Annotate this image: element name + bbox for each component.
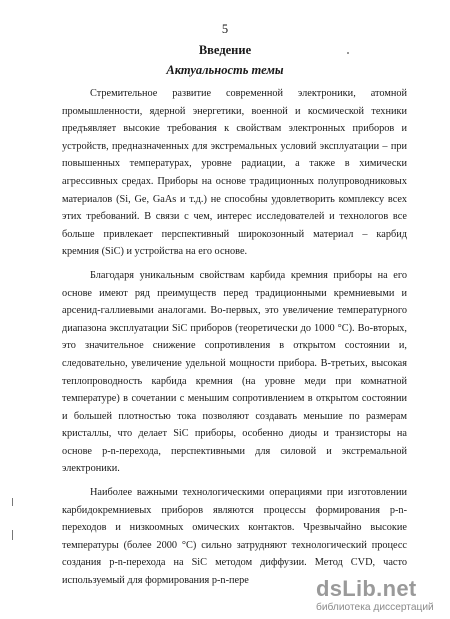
- scan-speck: [347, 52, 349, 54]
- text-line: создания p-n-перехода на SiC методом диффузии. Метод CVD, часто: [62, 557, 407, 569]
- text-line: диапазона эксплуатации SiC приборов (теоретически до 1000 °С). Во-вторых,: [62, 322, 407, 334]
- watermark-subtitle: библиотека диссертаций: [316, 602, 434, 613]
- scan-mark: [12, 498, 13, 506]
- text-line: повышенных температурах, уровне радиации, а также в химически: [62, 158, 407, 170]
- paragraph: [62, 85, 407, 261]
- text-line: предъявляет высокие требования к свойствам электронных приборов и: [62, 123, 407, 135]
- text-line: агрессивных средах. Приборы на основе традиционных полупроводниковых: [62, 175, 407, 187]
- text-line: следовательно, увеличение удельной мощности прибора. В-третьих, высокая: [62, 357, 407, 369]
- paragraph: [62, 267, 407, 478]
- body-text: [62, 85, 407, 596]
- text-line: кремния (SiC) и устройства на его основе.: [62, 246, 248, 258]
- text-line: основе имеют ряд преимуществ перед традиционными кремниевыми и: [62, 287, 407, 299]
- scan-mark: [12, 530, 13, 540]
- watermark: [308, 574, 450, 619]
- text-line: электроники.: [62, 463, 120, 475]
- text-line: Благодаря уникальным свойствам карбида кремния приборы на его: [90, 269, 407, 281]
- text-line: основе p-n-перехода, перспективными для силовой и экстремальной: [62, 445, 407, 457]
- text-line: Стремительное развитие современной электроники, атомной: [90, 88, 407, 99]
- text-line: этих требований. В связи с чем, интерес исследователей и технологов все: [62, 211, 407, 223]
- page-number: 5: [221, 22, 229, 36]
- text-line: и большей плотностью тока позволяют создавать меньшие по размерам: [62, 410, 407, 422]
- section-subheading: Актуальность темы: [166, 63, 284, 77]
- text-line: материалов (Si, Ge, GaAs и т.д.) не способны удовлетворить комплексу всех: [62, 193, 407, 205]
- text-line: используемый для формирования p-n-пере: [62, 575, 249, 587]
- text-line: температуры (более 2000 °С) сильно затрудняют технологический процесс: [62, 539, 407, 551]
- text-line: температуре) в сочетании с меньшим сопротивлением в открытом состоянии: [62, 393, 407, 405]
- text-line: это значительное снижение сопротивления в открытом состоянии и,: [62, 340, 407, 352]
- text-line: кристаллы, что делает SiC приборы, особенно диоды и транзисторы на: [62, 428, 407, 440]
- text-line: арсенид-галлиевыми аналогами. Во-первых, это увеличение температурного: [62, 305, 407, 317]
- section-heading: Введение: [198, 43, 252, 57]
- text-line: промышленности, ядерной энергетики, военной и космической техники: [62, 105, 407, 117]
- watermark-logo: dsLib.net: [316, 576, 417, 601]
- text-line: больше привлекает перспективный широкозонный материал – карбид: [62, 228, 407, 240]
- text-line: переходов и низкоомных омических контактов. Чрезвычайно высокие: [62, 522, 407, 534]
- text-line: Наиболее важными технологическими операциями при изготовлении: [90, 487, 407, 499]
- text-line: устройств, предназначенных для экстремальных условий эксплуатации – при: [62, 140, 407, 152]
- text-line: теплопроводность карбида кремния (на уровне меди при комнатной: [62, 375, 407, 387]
- text-line: карбидокремниевых приборов являются процессы формирования p-n-: [62, 504, 407, 516]
